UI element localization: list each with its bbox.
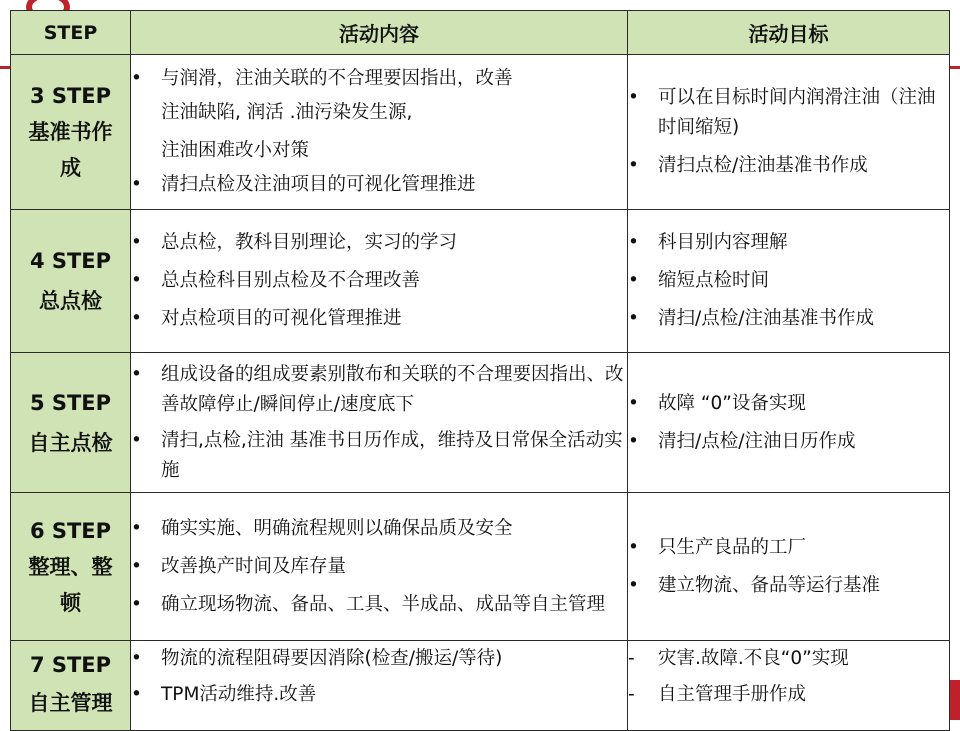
step-number: 7 STEP [29,653,112,677]
list-item [131,170,627,200]
content-text: 确实实施、明确流程规则以确保品质及安全 [161,517,513,539]
decorative-rule-left [0,66,10,69]
table-header-row [11,11,950,55]
list-item [131,641,627,677]
bullet-icon: • [131,270,142,291]
list-item [628,300,949,338]
goal-text: 清扫/点检/注油基准书作成 [658,308,874,329]
bullet-icon: • [628,87,639,108]
step-number: 3 STEP [29,84,112,108]
bullet-icon: • [131,517,142,539]
list-item [628,83,949,143]
goal-cell [628,493,950,641]
dash-icon: - [628,648,635,669]
step-name: 成 [60,156,81,180]
content-text: TPM活动维持.改善 [161,684,317,705]
list-item [628,529,949,567]
bullet-icon: • [628,392,639,414]
list-item [131,360,627,420]
bullet-icon: • [628,308,639,329]
content-text: 与润滑，注油关联的不合理要因指出，改善 [161,68,513,89]
bullet-icon: • [131,232,142,253]
goal-cell [628,353,950,493]
goal-text: 清扫/点检/注油日历作成 [658,430,856,452]
content-text: 总点检科目别点检及不合理改善 [161,270,421,291]
goal-text: 缩短点检时间 [658,270,770,291]
header-goal: 活动目标 [628,11,950,55]
content-text: 确立现场物流、备品、工具、半成品、成品等自主管理 [161,593,606,615]
list-item [628,151,949,181]
content-cell [131,353,628,493]
step-name: 基准书作 [28,120,113,144]
bullet-icon: • [628,155,639,176]
step-name: 整理、整 [28,554,113,579]
content-cell [131,641,628,731]
goal-cell [628,641,950,731]
bullet-icon: • [628,232,639,253]
goal-text: 可以在目标时间内润滑注油（注油时间缩短) [658,87,936,138]
bullet-icon: • [131,363,142,385]
step-cell [11,210,131,353]
tpm-step-table [10,10,950,731]
goal-text: 只生产良品的工厂 [658,536,807,558]
goal-text: 清扫点检/注油基准书作成 [658,155,868,176]
bullet-icon: • [131,429,142,451]
bullet-icon: • [131,593,142,615]
step-cell [11,641,131,731]
step-cell [11,493,131,641]
list-item [131,64,627,94]
goal-text: 灾害.故障.不良“0”实现 [658,648,849,669]
step-number: 4 STEP [29,249,112,273]
bullet-icon: • [131,308,142,329]
list-item [628,677,949,713]
list-item [131,677,627,713]
list-item [628,262,949,300]
table-row [11,210,950,353]
bullet-icon: • [131,174,142,195]
step-name: 自主点检 [28,430,113,455]
list-item [131,426,627,486]
bullet-icon: • [628,430,639,452]
list-item [131,262,627,300]
list-item [628,224,949,262]
goal-cell [628,55,950,210]
bullet-icon: • [131,684,142,705]
step-cell [11,55,131,210]
bullet-icon: • [131,555,142,577]
content-text: 对点检项目的可视化管理推进 [161,308,402,329]
step-cell [11,353,131,493]
content-text: 清扫,点检,注油 基准书日历作成，维持及日常保全活动实施 [161,429,623,481]
content-cell [131,493,628,641]
decorative-rule-right [949,66,960,69]
step-number: 6 STEP [29,518,112,543]
list-item [131,552,627,582]
content-cell [131,55,628,210]
list-item [628,641,949,677]
list-item [131,224,627,262]
goal-text: 建立物流、备品等运行基准 [658,574,881,596]
table-row [11,55,950,210]
list-item [131,514,627,544]
table-row [11,353,950,493]
decorative-bar-right [949,680,960,720]
step-name: 顿 [60,590,81,615]
step-number: 5 STEP [29,390,112,415]
table-row [11,641,950,731]
list-item [628,423,949,461]
goal-text: 故障 “0”设备实现 [658,392,806,414]
bullet-icon: • [628,574,639,596]
list-item [131,300,627,338]
step-name: 总点检 [39,289,102,313]
content-cell [131,210,628,353]
table-row [11,493,950,641]
content-text: 清扫点检及注油项目的可视化管理推进 [161,174,476,195]
header-content: 活动内容 [131,11,628,55]
header-step: STEP [11,11,131,55]
content-text: 改善换产时间及库存量 [161,555,347,577]
content-text: 总点检，教科目别理论，实习的学习 [161,232,458,253]
bullet-icon: • [131,648,142,669]
content-text: 注油缺陷, 润活 .油污染发生源, [161,102,413,123]
bullet-icon: • [131,68,142,89]
bullet-icon: • [628,270,639,291]
list-item [131,590,627,620]
dash-icon: - [628,684,635,705]
content-text: 注油困难改小对策 [161,140,310,161]
content-text: 物流的流程阻碍要因消除(检查/搬运/等待) [161,648,503,669]
step-name: 自主管理 [28,691,113,715]
goal-text: 自主管理手册作成 [658,684,807,705]
bullet-icon: • [628,536,639,558]
goal-text: 科目别内容理解 [658,232,788,253]
goal-cell [628,210,950,353]
content-text: 组成设备的组成要素别散布和关联的不合理要因指出、改善故障停止/瞬间停止/速度底下 [161,363,624,415]
list-item [628,567,949,605]
list-item [628,385,949,423]
